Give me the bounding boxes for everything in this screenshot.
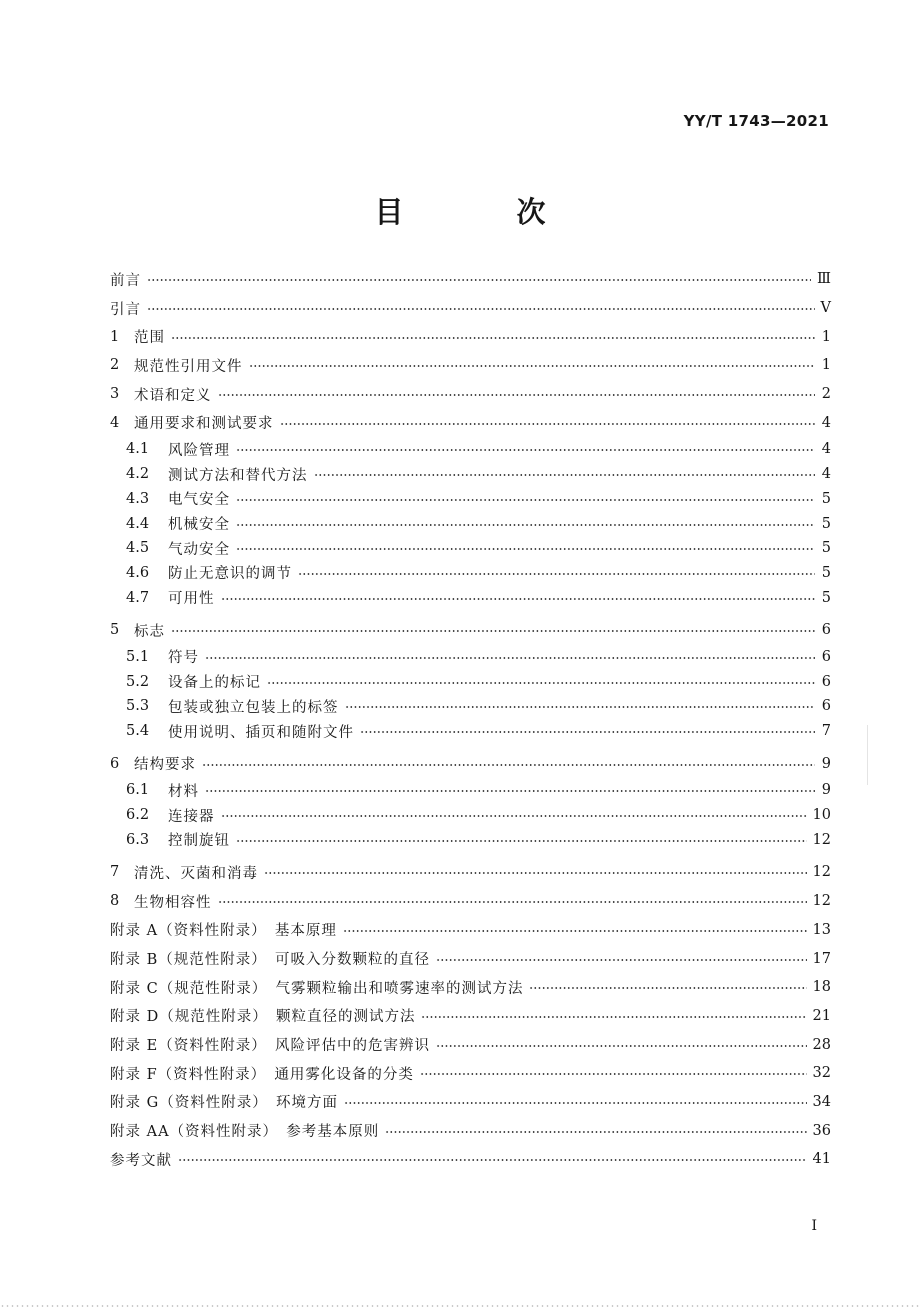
toc-entry[interactable] [110, 462, 831, 487]
page-number: I [811, 1218, 817, 1234]
toc-entry-label: 范围 [134, 330, 165, 347]
toc-entry-page: 1 [821, 357, 831, 374]
toc-entry[interactable] [110, 561, 831, 586]
dot-leader [360, 731, 815, 733]
toc-entry[interactable] [110, 322, 831, 351]
dot-leader [221, 815, 807, 817]
toc-entry-label: 规范性引用文件 [134, 358, 243, 375]
toc-entry[interactable] [110, 669, 831, 694]
toc-entry-number: 3 [110, 386, 120, 403]
toc-entry-label: 附录 B（规范性附录） 可吸入分数颗粒的直径 [110, 952, 431, 969]
document-code: YY/T 1743—2021 [683, 112, 829, 130]
toc-entry-label: 参考文献 [110, 1152, 172, 1169]
dot-leader [236, 449, 815, 451]
toc-entry[interactable] [110, 437, 831, 462]
toc-entry-page: 34 [812, 1093, 831, 1110]
dot-leader [314, 474, 816, 476]
toc-entry[interactable] [110, 265, 831, 294]
dot-leader [385, 1131, 806, 1133]
dot-leader [529, 987, 806, 989]
dot-leader [344, 1102, 807, 1104]
toc-entry-page: 2 [821, 386, 831, 403]
toc-entry-page: 4 [821, 466, 831, 483]
toc-entry-number: 4.5 [126, 540, 150, 557]
toc-entry[interactable] [110, 1059, 831, 1088]
toc-entry-label: 符号 [168, 650, 199, 667]
toc-entry-label: 设备上的标记 [168, 675, 261, 692]
dot-leader [436, 959, 807, 961]
toc-entry[interactable] [110, 511, 831, 536]
toc-entry-number: 5 [110, 622, 120, 639]
toc-entry-page: 6 [821, 698, 831, 715]
toc-entry-page: 28 [812, 1036, 831, 1053]
toc-entry-number: 4.3 [126, 490, 150, 507]
toc-entry-label: 材料 [168, 783, 199, 800]
toc-entry-number: 4.1 [126, 441, 150, 458]
toc-entry-page: 13 [812, 921, 831, 938]
toc-entry-label: 术语和定义 [134, 387, 212, 404]
toc-entry-page: Ⅲ [817, 271, 831, 288]
page-bottom-edge [0, 1305, 920, 1307]
toc-entry[interactable] [110, 694, 831, 719]
toc-entry-label: 附录 AA（资料性附录） 参考基本原则 [110, 1124, 380, 1141]
dot-leader [205, 657, 815, 659]
toc-entry[interactable] [110, 749, 831, 778]
toc-entry[interactable] [110, 351, 831, 380]
toc-entry-page: 9 [821, 782, 831, 799]
dot-leader [436, 1045, 807, 1047]
toc-entry-page: 6 [821, 673, 831, 690]
toc-entry-label: 防止无意识的调节 [168, 566, 292, 583]
toc-entry-page: 5 [821, 589, 831, 606]
toc-entry-number: 5.4 [126, 723, 150, 740]
toc-entry-page: 41 [812, 1151, 831, 1168]
toc-entry[interactable] [110, 944, 831, 973]
toc-entry-page: 6 [821, 622, 831, 639]
toc-entry-number: 4.7 [126, 589, 150, 606]
dot-leader [236, 548, 815, 550]
dot-leader [171, 337, 815, 339]
toc-entry-page: 5 [821, 564, 831, 581]
toc-entry-label: 附录 C（规范性附录） 气雾颗粒输出和喷雾速率的测试方法 [110, 980, 524, 997]
toc-entry-number: 4.2 [126, 466, 150, 483]
toc-entry-number: 4 [110, 414, 120, 431]
toc-entry-page: 5 [821, 540, 831, 557]
dot-leader [280, 423, 816, 425]
toc-entry-label: 电气安全 [168, 492, 230, 509]
dot-leader [218, 901, 807, 903]
toc-entry-label: 附录 G（资料性附录） 环境方面 [110, 1095, 338, 1112]
toc-entry-number: 6 [110, 755, 120, 772]
toc-entry-page: 17 [812, 950, 831, 967]
toc-entry-label: 包装或独立包装上的标签 [168, 699, 339, 716]
toc-entry-page: 5 [821, 515, 831, 532]
toc-entry[interactable] [110, 916, 831, 945]
toc-entry-number: 1 [110, 328, 120, 345]
toc-entry[interactable] [110, 616, 831, 645]
toc-entry[interactable] [110, 585, 831, 610]
dot-leader [236, 524, 815, 526]
toc-entry-page: 4 [821, 414, 831, 431]
toc-entry-label: 引言 [110, 301, 141, 318]
toc-entry-label: 附录 A（资料性附录） 基本原理 [110, 923, 337, 940]
toc-entry[interactable] [110, 487, 831, 512]
toc-entry[interactable] [110, 1145, 831, 1174]
dot-leader [264, 872, 807, 874]
dot-leader [171, 630, 815, 632]
toc-entry-page: 32 [812, 1065, 831, 1082]
dot-leader [205, 790, 815, 792]
scan-edge-mark [867, 725, 868, 785]
toc-entry-label: 可用性 [168, 591, 215, 608]
toc-entry-label: 连接器 [168, 808, 215, 825]
toc-entry-number: 4.6 [126, 564, 150, 581]
dot-leader [178, 1159, 807, 1161]
toc-entry-number: 5.1 [126, 648, 150, 665]
toc-entry-number: 7 [110, 864, 120, 881]
toc-entry-number: 5.3 [126, 698, 150, 715]
toc-entry-label: 前言 [110, 272, 141, 289]
toc-entry-number: 6.2 [126, 807, 150, 824]
toc-entry-label: 气动安全 [168, 541, 230, 558]
toc-entry[interactable] [110, 1116, 831, 1145]
toc-entry[interactable] [110, 887, 831, 916]
toc-entry-label: 生物相容性 [134, 894, 212, 911]
toc-entry-page: 9 [821, 755, 831, 772]
toc-entry-label: 附录 D（规范性附录） 颗粒直径的测试方法 [110, 1009, 416, 1026]
toc-entry-label: 附录 F（资料性附录） 通用雾化设备的分类 [110, 1066, 414, 1083]
page-title: 目 次 [374, 195, 588, 229]
toc-entry-label: 通用要求和测试要求 [134, 416, 274, 433]
toc-entry[interactable] [110, 536, 831, 561]
toc-entry[interactable] [110, 1030, 831, 1059]
toc-entry-page: 36 [812, 1122, 831, 1139]
dot-leader [343, 930, 807, 932]
toc-entry-label: 机械安全 [168, 517, 230, 534]
toc-entry[interactable] [110, 294, 831, 323]
toc-entry-label: 控制旋钮 [168, 833, 230, 850]
toc-entry-page: 5 [821, 490, 831, 507]
dot-leader [298, 573, 815, 575]
toc-entry-label: 附录 E（资料性附录） 风险评估中的危害辨识 [110, 1038, 430, 1055]
toc-entry-page: 7 [821, 723, 831, 740]
toc-entry-page: Ⅴ [820, 300, 831, 317]
toc-entry-page: 21 [812, 1007, 831, 1024]
toc-entry-page: 12 [812, 864, 831, 881]
dot-leader [147, 308, 815, 310]
toc-entry[interactable] [110, 1088, 831, 1117]
toc-entry-page: 10 [812, 807, 831, 824]
dot-leader [267, 682, 815, 684]
toc-entry-number: 2 [110, 357, 120, 374]
toc-entry-label: 测试方法和替代方法 [168, 467, 308, 484]
toc-entry[interactable] [110, 645, 831, 670]
toc-entry-label: 清洗、灭菌和消毒 [134, 865, 258, 882]
toc-entry-page: 6 [821, 648, 831, 665]
toc-entry-page: 1 [821, 328, 831, 345]
toc-entry-label: 使用说明、插页和随附文件 [168, 724, 354, 741]
table-of-contents [110, 265, 831, 1174]
toc-entry-number: 4.4 [126, 515, 150, 532]
toc-entry-page: 4 [821, 441, 831, 458]
dot-leader [221, 598, 816, 600]
toc-entry[interactable] [110, 380, 831, 409]
dot-leader [147, 279, 811, 281]
toc-entry-number: 5.2 [126, 673, 150, 690]
toc-entry[interactable] [110, 803, 831, 828]
dot-leader [236, 840, 807, 842]
toc-entry-number: 8 [110, 893, 120, 910]
toc-entry-page: 12 [812, 831, 831, 848]
toc-entry-label: 结构要求 [134, 757, 196, 774]
dot-leader [420, 1073, 807, 1075]
toc-entry-label: 风险管理 [168, 442, 230, 459]
toc-entry-page: 12 [812, 893, 831, 910]
dot-leader [218, 394, 816, 396]
dot-leader [249, 365, 816, 367]
dot-leader [236, 499, 815, 501]
dot-leader [202, 764, 815, 766]
toc-entry-label: 标志 [134, 623, 165, 640]
toc-entry[interactable] [110, 973, 831, 1002]
dot-leader [345, 706, 816, 708]
toc-entry[interactable] [110, 778, 831, 803]
toc-entry-number: 6.1 [126, 782, 150, 799]
toc-entry-number: 6.3 [126, 831, 150, 848]
toc-entry[interactable] [110, 858, 831, 887]
toc-entry[interactable] [110, 408, 831, 437]
toc-entry[interactable] [110, 1002, 831, 1031]
toc-entry[interactable] [110, 719, 831, 744]
toc-entry-page: 18 [812, 979, 831, 996]
dot-leader [421, 1016, 806, 1018]
toc-entry[interactable] [110, 827, 831, 852]
